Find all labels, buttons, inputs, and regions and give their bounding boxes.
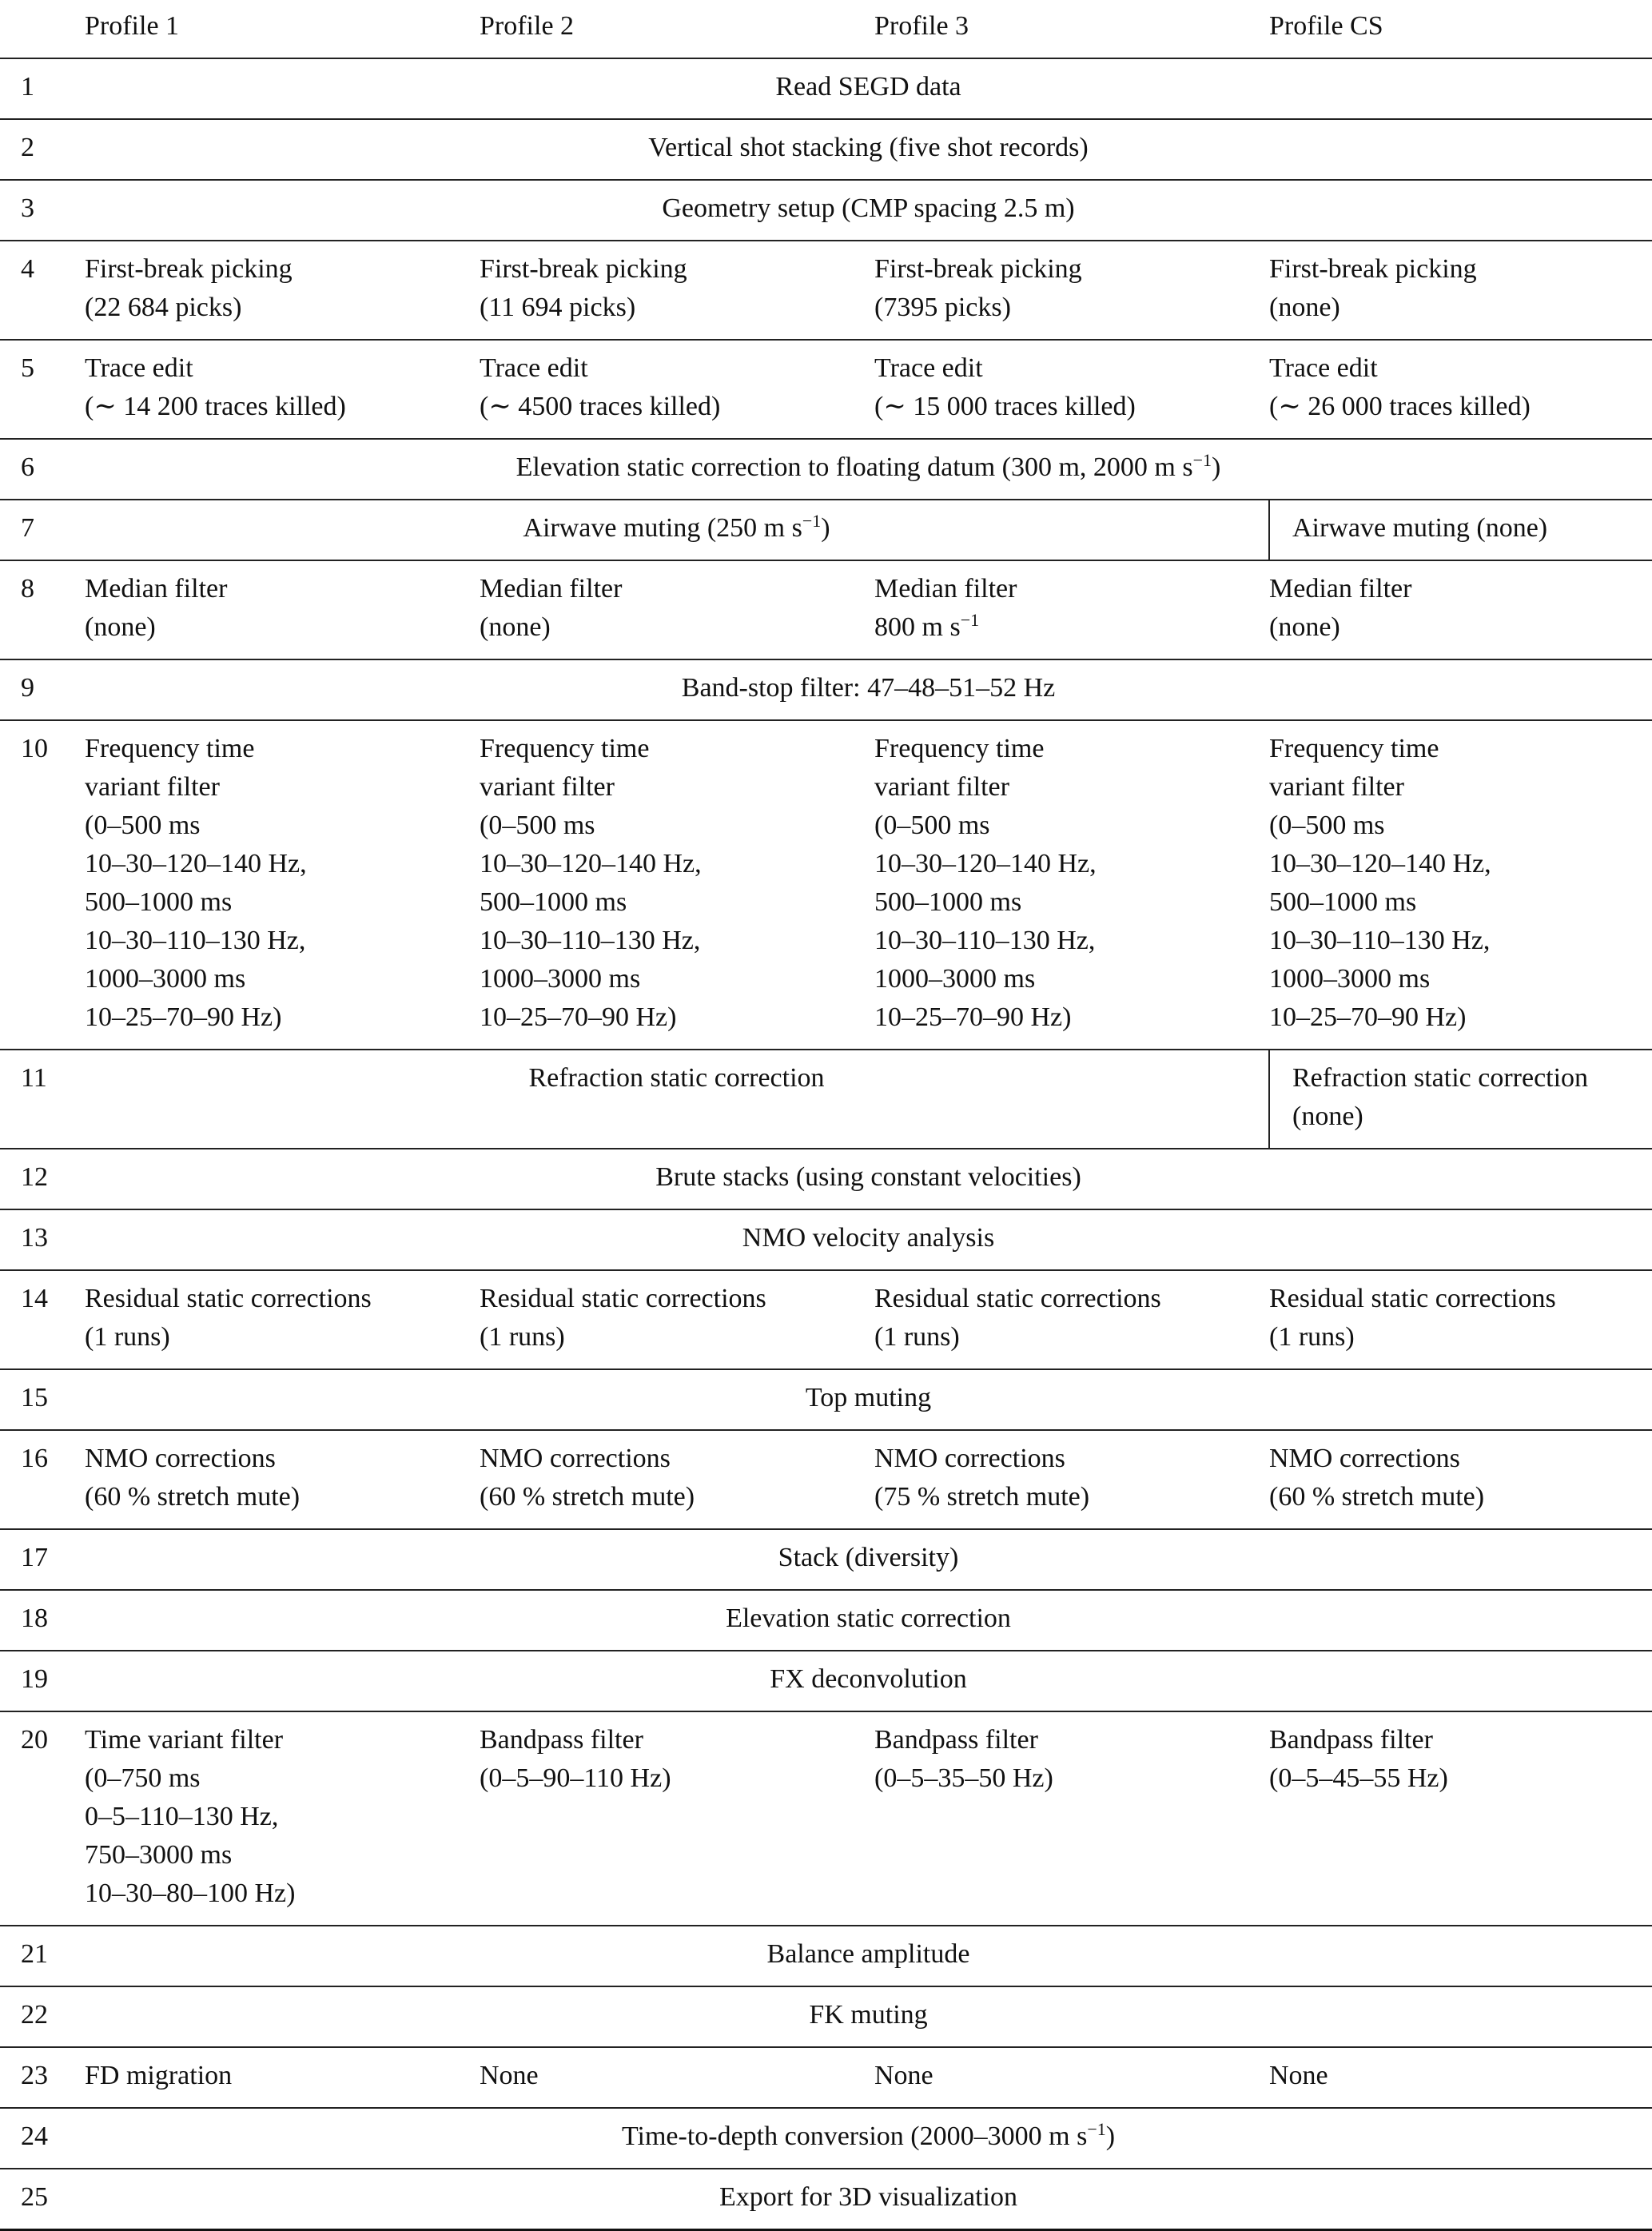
step-text-end: ) — [821, 513, 830, 543]
table-row — [0, 1711, 1652, 1926]
cell-line: (0–500 ms — [85, 811, 201, 840]
cell-line: Frequency time — [85, 734, 255, 763]
step-number: 25 — [21, 2182, 48, 2212]
cell-line: (0–5–45–55 Hz) — [1269, 1763, 1448, 1793]
table-row — [0, 500, 1652, 560]
step-number: 13 — [21, 1223, 48, 1253]
cell-line: 1000–3000 ms — [874, 964, 1036, 994]
unit-exponent: −1 — [960, 610, 980, 630]
cell-profile-1 — [85, 1711, 480, 1926]
step-text: Elevation static correction to floating datum (300 m, 2000 m s — [516, 452, 1193, 482]
cell-profile-cs — [1269, 560, 1652, 659]
cell-line: (∼ 14 200 traces killed) — [85, 392, 346, 421]
header-step — [0, 0, 85, 58]
cell-line: (60 % stretch mute) — [1269, 1482, 1485, 1512]
cell-profile-2 — [480, 1430, 874, 1529]
cell-line: 10–25–70–90 Hz) — [1269, 1002, 1467, 1032]
step-number: 19 — [21, 1664, 48, 1694]
unit-exponent: −1 — [1192, 450, 1212, 470]
step-number: 5 — [21, 353, 34, 383]
cell-line: Residual static corrections — [874, 1284, 1161, 1313]
cell-line: 750–3000 ms — [85, 1840, 233, 1870]
table-row — [0, 1369, 1652, 1430]
table-row — [0, 1149, 1652, 1209]
cell-line: Residual static corrections — [1269, 1284, 1556, 1313]
cell-line: (∼ 26 000 traces killed) — [1269, 392, 1531, 421]
cell-line: 500–1000 ms — [1269, 887, 1417, 917]
cell-line: 10–25–70–90 Hz) — [85, 1002, 282, 1032]
cell-profile-1 — [85, 241, 480, 340]
table-row — [0, 1529, 1652, 1590]
cell-line: Frequency time — [874, 734, 1045, 763]
cell-line: 10–30–120–140 Hz, — [85, 849, 307, 878]
cell-line: Bandpass filter — [874, 1725, 1038, 1755]
step-number: 20 — [21, 1725, 48, 1755]
cell-line: Trace edit — [874, 353, 983, 383]
step-number: 24 — [21, 2121, 48, 2151]
table-row — [0, 439, 1652, 500]
cell-line: 10–25–70–90 Hz) — [874, 1002, 1072, 1032]
header-profile-cs: Profile CS — [1269, 11, 1383, 41]
cell-line: (11 694 picks) — [480, 293, 636, 322]
cell-line: (none) — [480, 612, 551, 642]
step-all-profiles: Read SEGD data — [775, 72, 961, 102]
step-all-profiles: FK muting — [809, 2000, 928, 2030]
cell-line: First-break picking — [874, 254, 1082, 284]
cell-line: Median filter — [85, 574, 228, 604]
cell-line: (22 684 picks) — [85, 293, 242, 322]
step-all-profiles: Geometry setup (CMP spacing 2.5 m) — [662, 193, 1075, 223]
step-number: 22 — [21, 2000, 48, 2030]
step-all-profiles: NMO velocity analysis — [742, 1223, 995, 1253]
table-row — [0, 2169, 1652, 2230]
table-row — [0, 659, 1652, 720]
cell-line: NMO corrections — [874, 1444, 1065, 1473]
cell-line: 500–1000 ms — [874, 887, 1022, 917]
cell-value: 800 m s — [874, 612, 961, 642]
cell-line: 500–1000 ms — [480, 887, 627, 917]
table-row — [0, 1270, 1652, 1369]
cell-profile-3 — [874, 1430, 1269, 1529]
cell-profile-2 — [480, 241, 874, 340]
cell-line: Trace edit — [480, 353, 588, 383]
cell-line: Median filter — [1269, 574, 1412, 604]
cell-line: variant filter — [85, 772, 220, 802]
cell-profile-3 — [874, 560, 1269, 659]
cell-line: Median filter — [874, 574, 1017, 604]
cell-profile-cs — [1269, 241, 1652, 340]
cell-line: 10–30–110–130 Hz, — [85, 926, 306, 955]
header-profile-3: Profile 3 — [874, 11, 969, 41]
step-all-profiles — [85, 439, 1652, 500]
step-text-end: ) — [1212, 452, 1221, 482]
cell-line: (∼ 15 000 traces killed) — [874, 392, 1136, 421]
cell-line: (1 runs) — [85, 1322, 170, 1352]
table-row — [0, 58, 1652, 119]
cell-line: NMO corrections — [480, 1444, 671, 1473]
step-number: 15 — [21, 1383, 48, 1412]
step-all-profiles: Balance amplitude — [766, 1939, 970, 1969]
table-row — [0, 1209, 1652, 1270]
cell-line: 10–25–70–90 Hz) — [480, 1002, 677, 1032]
step-number: 1 — [21, 72, 34, 102]
cell-line: variant filter — [480, 772, 615, 802]
step-text: Time-to-depth conversion (2000–3000 m s — [621, 2121, 1088, 2151]
header-row — [0, 0, 1652, 58]
cell-profile-3 — [874, 340, 1269, 439]
step-number: 23 — [21, 2061, 48, 2090]
step-number: 3 — [21, 193, 34, 223]
table-row — [0, 1986, 1652, 2047]
cell-line: 1000–3000 ms — [1269, 964, 1431, 994]
cell-line: Time variant filter — [85, 1725, 284, 1755]
cell-profile-cs — [1269, 720, 1652, 1050]
step-number: 18 — [21, 1604, 48, 1633]
cell-profile-cs: Airwave muting (none) — [1292, 513, 1548, 543]
step-number: 21 — [21, 1939, 48, 1969]
cell-profile-1 — [85, 720, 480, 1050]
cell-profile-3 — [874, 1711, 1269, 1926]
cell-line: Refraction static correction — [1292, 1063, 1589, 1093]
step-profiles-1-3: Refraction static correction — [85, 1050, 1269, 1149]
step-number: 11 — [21, 1063, 47, 1093]
cell-line: 1000–3000 ms — [85, 964, 246, 994]
cell-profile-1 — [85, 1270, 480, 1369]
header-profile-2: Profile 2 — [480, 11, 575, 41]
step-text: Airwave muting (250 m s — [523, 513, 802, 543]
cell-line: 500–1000 ms — [85, 887, 233, 917]
cell-profile-2 — [480, 560, 874, 659]
step-number: 16 — [21, 1444, 48, 1473]
cell-profile-1 — [85, 560, 480, 659]
table-row — [0, 2047, 1652, 2108]
cell-profile-cs — [1269, 1270, 1652, 1369]
table-row — [0, 180, 1652, 241]
cell-line: Bandpass filter — [480, 1725, 643, 1755]
cell-line: (none) — [1269, 612, 1340, 642]
cell-line: Frequency time — [1269, 734, 1439, 763]
cell-line: (0–750 ms — [85, 1763, 201, 1793]
table-row — [0, 2108, 1652, 2169]
cell-profile-2 — [480, 1270, 874, 1369]
table-row — [0, 1926, 1652, 1986]
cell-line: (none) — [85, 612, 156, 642]
cell-line: (0–500 ms — [480, 811, 595, 840]
cell-profile-2 — [480, 1711, 874, 1926]
cell-profile-3 — [874, 1270, 1269, 1369]
step-number: 10 — [21, 734, 48, 763]
table-row — [0, 1651, 1652, 1711]
cell-profile-2 — [480, 720, 874, 1050]
step-number: 8 — [21, 574, 34, 604]
cell-line: (0–500 ms — [1269, 811, 1385, 840]
cell-line: (none) — [1269, 293, 1340, 322]
cell-line: 10–30–120–140 Hz, — [480, 849, 702, 878]
step-all-profiles: Elevation static correction — [726, 1604, 1011, 1633]
cell-profile-3 — [874, 241, 1269, 340]
step-all-profiles — [85, 2108, 1652, 2169]
cell-line: Residual static corrections — [85, 1284, 372, 1313]
cell-line: Median filter — [480, 574, 623, 604]
step-all-profiles: Stack (diversity) — [778, 1543, 959, 1572]
step-number: 14 — [21, 1284, 48, 1313]
cell-line: Bandpass filter — [1269, 1725, 1433, 1755]
cell-profile-2 — [480, 340, 874, 439]
step-number: 12 — [21, 1162, 48, 1192]
cell-line: (0–5–90–110 Hz) — [480, 1763, 671, 1793]
table-row — [0, 1590, 1652, 1651]
step-all-profiles: Band-stop filter: 47–48–51–52 Hz — [681, 673, 1056, 703]
cell-line: (7395 picks) — [874, 293, 1011, 322]
header-profile-1: Profile 1 — [85, 11, 180, 41]
cell-profile-cs — [1269, 340, 1652, 439]
step-number: 6 — [21, 452, 34, 482]
cell-line: (∼ 4500 traces killed) — [480, 392, 721, 421]
cell-line: (0–500 ms — [874, 811, 990, 840]
cell-line: Frequency time — [480, 734, 650, 763]
cell-line: 0–5–110–130 Hz, — [85, 1802, 279, 1831]
cell-line: variant filter — [874, 772, 1009, 802]
cell-line: 10–30–120–140 Hz, — [1269, 849, 1491, 878]
step-number: 2 — [21, 133, 34, 162]
cell-line: First-break picking — [85, 254, 293, 284]
cell-line: Residual static corrections — [480, 1284, 766, 1313]
table-row — [0, 720, 1652, 1050]
step-all-profiles: Export for 3D visualization — [719, 2182, 1017, 2212]
cell-line: (1 runs) — [874, 1322, 960, 1352]
cell-line: First-break picking — [1269, 254, 1477, 284]
step-number: 9 — [21, 673, 34, 703]
step-number: 7 — [21, 513, 34, 543]
cell-line — [874, 608, 1269, 647]
cell-line: (75 % stretch mute) — [874, 1482, 1090, 1512]
step-number: 17 — [21, 1543, 48, 1572]
unit-exponent: −1 — [802, 511, 822, 531]
table-row — [0, 1430, 1652, 1529]
step-all-profiles: Top muting — [805, 1383, 932, 1412]
cell-profile-3: None — [874, 2061, 933, 2090]
cell-profile-3 — [874, 720, 1269, 1050]
table-row — [0, 340, 1652, 439]
step-all-profiles: FX deconvolution — [770, 1664, 967, 1694]
cell-profile-1 — [85, 1430, 480, 1529]
cell-line: 10–30–110–130 Hz, — [874, 926, 1096, 955]
cell-line: (60 % stretch mute) — [85, 1482, 301, 1512]
table-row — [0, 241, 1652, 340]
cell-line: NMO corrections — [1269, 1444, 1460, 1473]
cell-line: 10–30–110–130 Hz, — [1269, 926, 1491, 955]
cell-profile-1 — [85, 340, 480, 439]
cell-profile-cs — [1269, 1711, 1652, 1926]
cell-line: (1 runs) — [480, 1322, 565, 1352]
table-row — [0, 1050, 1652, 1149]
step-profiles-1-3 — [85, 500, 1269, 560]
cell-line: Trace edit — [85, 353, 193, 383]
step-text-end: ) — [1105, 2121, 1116, 2151]
cell-line: (none) — [1292, 1102, 1363, 1131]
cell-line: Trace edit — [1269, 353, 1378, 383]
table-row — [0, 560, 1652, 659]
step-all-profiles: Vertical shot stacking (five shot records) — [648, 133, 1089, 162]
cell-line: 10–30–120–140 Hz, — [874, 849, 1097, 878]
cell-profile-cs — [1269, 1050, 1652, 1149]
step-number: 4 — [21, 254, 34, 284]
cell-profile-cs — [1269, 1430, 1652, 1529]
table-row — [0, 119, 1652, 180]
step-all-profiles: Brute stacks (using constant velocities) — [655, 1162, 1081, 1192]
cell-profile-2: None — [480, 2061, 539, 2090]
cell-line: (1 runs) — [1269, 1322, 1355, 1352]
cell-line: First-break picking — [480, 254, 687, 284]
cell-line: variant filter — [1269, 772, 1404, 802]
cell-line: NMO corrections — [85, 1444, 276, 1473]
cell-line: 10–30–80–100 Hz) — [85, 1878, 296, 1908]
cell-profile-cs: None — [1269, 2061, 1328, 2090]
unit-exponent: −1 — [1087, 2119, 1106, 2139]
cell-line: 1000–3000 ms — [480, 964, 641, 994]
cell-line: (0–5–35–50 Hz) — [874, 1763, 1053, 1793]
cell-line: (60 % stretch mute) — [480, 1482, 695, 1512]
cell-line: 10–30–110–130 Hz, — [480, 926, 701, 955]
cell-profile-1: FD migration — [85, 2061, 233, 2090]
